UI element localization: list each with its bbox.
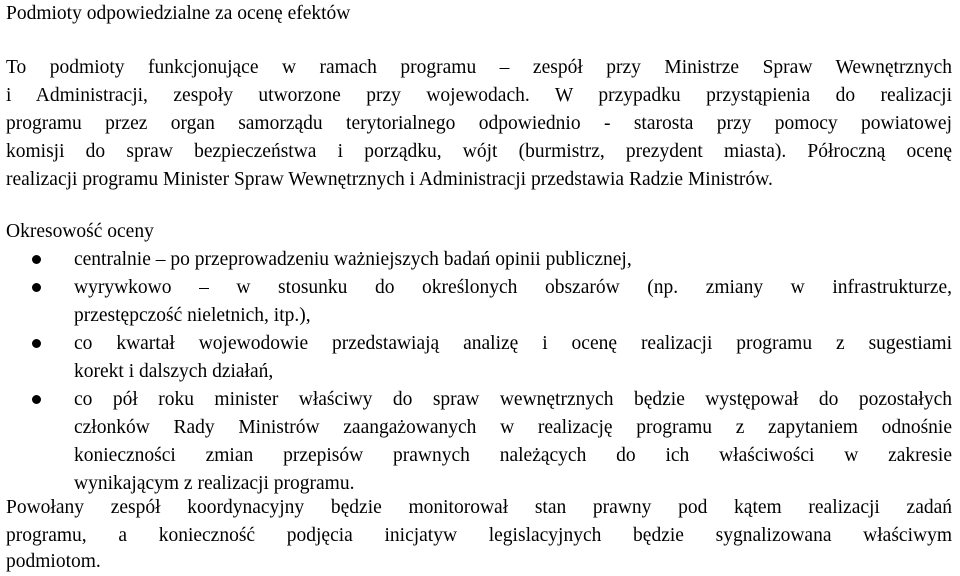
paragraph-line: podmiotom.	[6, 551, 101, 572]
bullet-icon	[32, 283, 41, 292]
paragraph-line: realizacji programu Minister Spraw Wewnętrznych i Administracji przedstawia Radzie Ministrów.	[6, 169, 773, 190]
section-heading: Podmioty odpowiedzialne za ocenę efektów	[6, 3, 351, 24]
paragraph-line: Powołany zespół koordynacyjny będzie monitorował stan prawny pod kątem realizacji zadań	[6, 497, 952, 518]
bullet-item-line: korekt i dalszych działań,	[74, 361, 274, 382]
paragraph-line: programu przez organ samorządu terytorialnego odpowiednio - starosta przy pomocy powiatowej	[6, 113, 952, 134]
bullet-item-line: co kwartał wojewodowie przedstawiają analizę i ocenę realizacji programu z sugestiami	[74, 333, 952, 354]
bullet-icon	[32, 255, 41, 264]
paragraph-line: programu, a konieczność podjęcia inicjatyw legislacyjnych będzie sygnalizowana właściwym	[6, 525, 952, 546]
bullet-icon	[32, 395, 41, 404]
paragraph-line: komisji do spraw bezpieczeństwa i porządku, wójt (burmistrz, prezydent miasta). Półroczną ocenę	[6, 141, 952, 162]
bullet-icon	[32, 339, 41, 348]
paragraph-line: To podmioty funkcjonujące w ramach programu – zespół przy Ministrze Spraw Wewnętrznych	[6, 57, 952, 78]
bullet-item-line: przestępczość nieletnich, itp.),	[74, 305, 311, 326]
bullet-item-line: wyrywkowo – w stosunku do określonych obszarów (np. zmiany w infrastrukturze,	[74, 277, 952, 298]
bullet-item-line: członków Rady Ministrów zaangażowanych w realizację programu z zapytaniem odnośnie	[74, 417, 952, 438]
bullet-item-line: centralnie – po przeprowadzeniu ważniejszych badań opinii publicznej,	[74, 249, 632, 270]
subheading: Okresowość oceny	[6, 221, 154, 242]
bullet-item-line: co pół roku minister właściwy do spraw wewnętrznych będzie występował do pozostałych	[74, 389, 952, 410]
paragraph-line: i Administracji, zespoły utworzone przy wojewodach. W przypadku przystąpienia do realizacji	[6, 85, 952, 106]
bullet-item-line: wynikającym z realizacji programu.	[74, 473, 355, 494]
bullet-item-line: konieczności zmian przepisów prawnych należących do ich właściwości w zakresie	[74, 445, 952, 466]
